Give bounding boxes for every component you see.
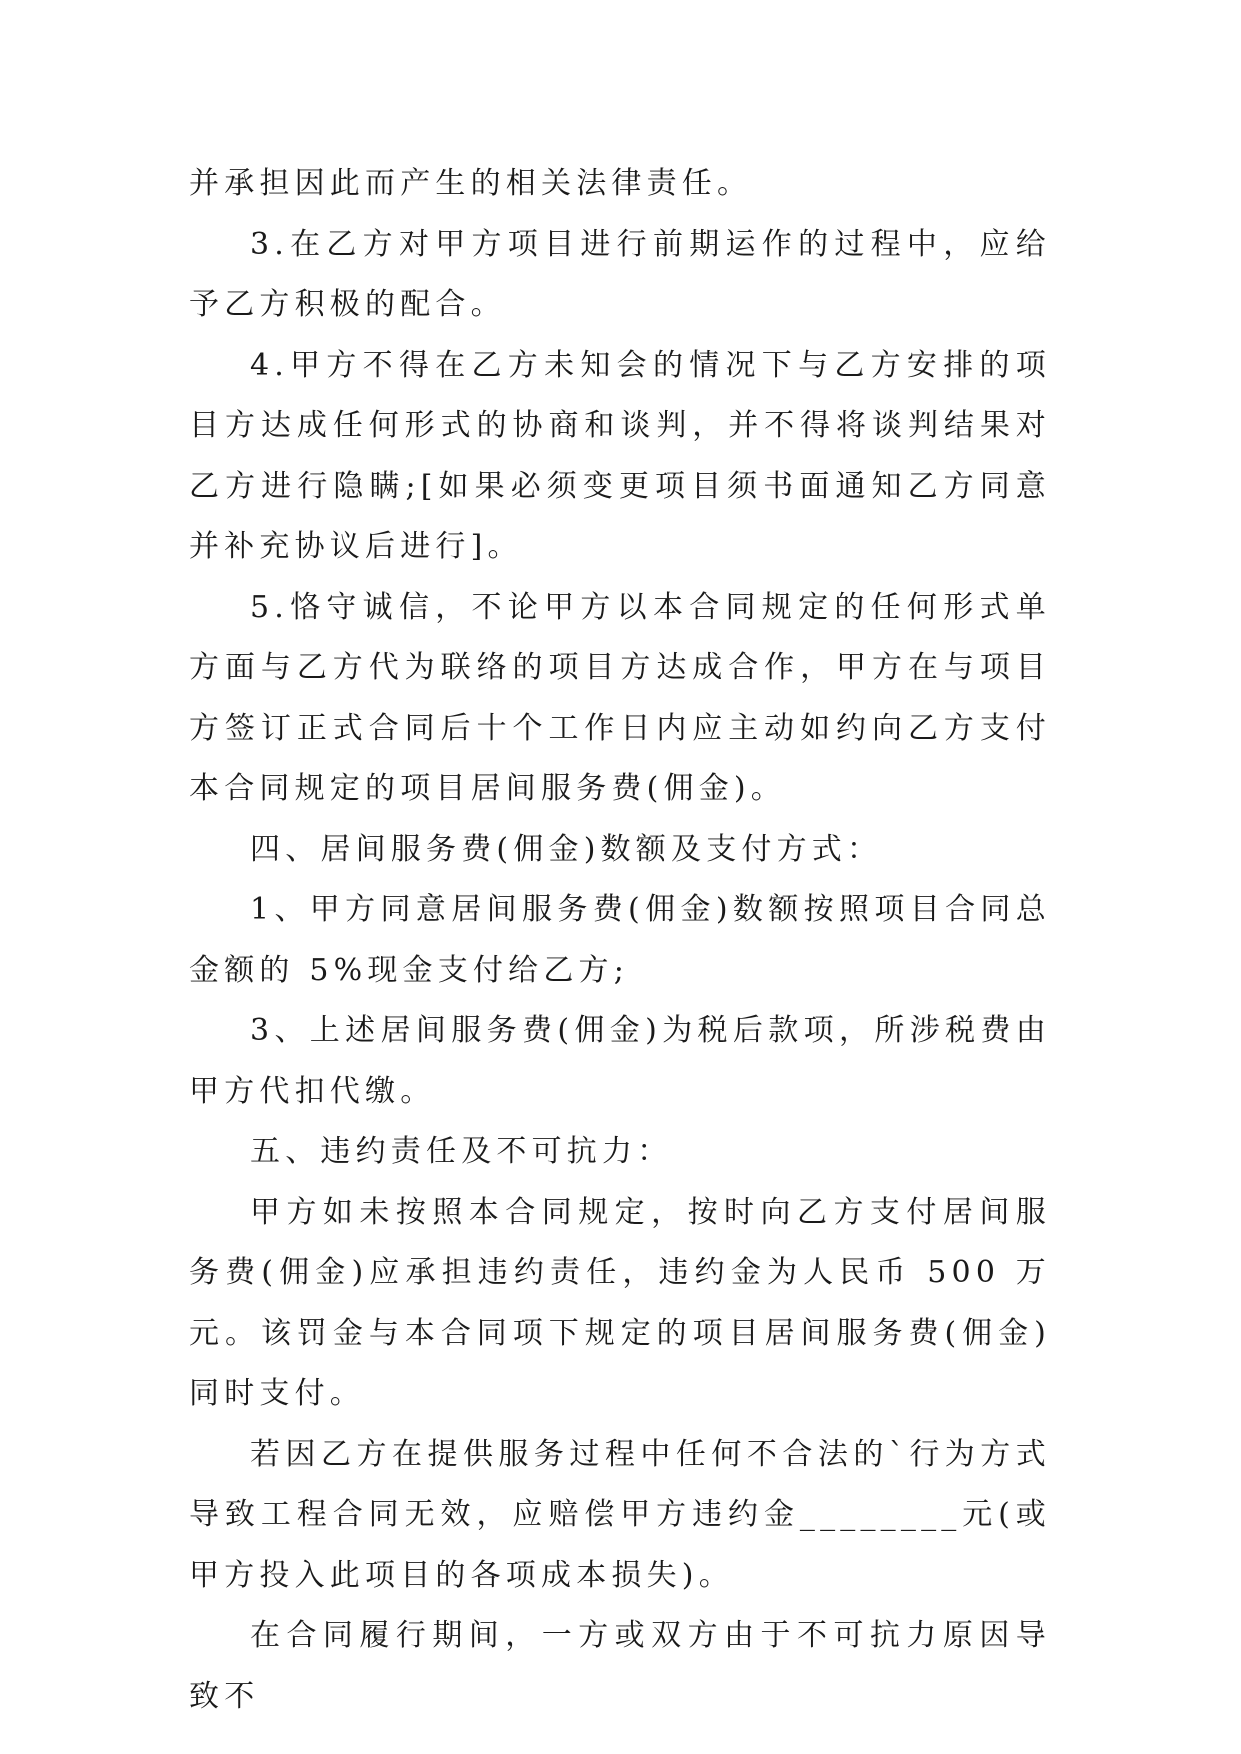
paragraph-party-a-breach: 甲方如未按照本合同规定，按时向乙方支付居间服务费(佣金)应承担违约责任，违约金为人民币 500 万元。该罚金与本合同项下规定的项目居间服务费(佣金)同时支付。 (189, 1194, 1051, 1411)
paragraph-clause-5-good-faith: 5.恪守诚信，不论甲方以本合同规定的任何形式单方面与乙方代为联络的项目方达成合作，甲方在与项目方签订正式合同后十个工作日内应主动如约向乙方支付本合同规定的项目居间服务费(佣金)。 (189, 589, 1051, 806)
section-heading-fee-payment: 四、居间服务费(佣金)数额及支付方式： (250, 831, 883, 867)
section-heading-breach-force-majeure: 五、违约责任及不可抗力： (250, 1134, 673, 1169)
document-body (189, 154, 1051, 1727)
paragraph-party-b-breach: 若因乙方在提供服务过程中任何不合法的`行为方式导致工程合同无效，应赔偿甲方违约金________元(或甲方投入此项目的各项成本损失)。 (189, 1436, 1051, 1593)
paragraph-fee-amount: 1、甲方同意居间服务费(佣金)数额按照项目合同总金额的 5%现金支付给乙方; (189, 892, 1051, 988)
paragraph-fee-tax: 3、上述居间服务费(佣金)为税后款项，所涉税费由甲方代扣代缴。 (189, 1013, 1051, 1109)
paragraph-liability-continuation: 并承担因此而产生的相关法律责任。 (189, 166, 753, 201)
paragraph-clause-3-cooperation: 3.在乙方对甲方项目进行前期运作的过程中，应给予乙方积极的配合。 (189, 226, 1051, 322)
paragraph-force-majeure: 在合同履行期间，一方或双方由于不可抗力原因导致不 (189, 1618, 1051, 1714)
paragraph-clause-4-no-bypass: 4.甲方不得在乙方未知会的情况下与乙方安排的项目方达成任何形式的协商和谈判，并不得将谈判结果对乙方进行隐瞒;[如果必须变更项目须书面通知乙方同意并补充协议后进行]。 (189, 347, 1051, 564)
